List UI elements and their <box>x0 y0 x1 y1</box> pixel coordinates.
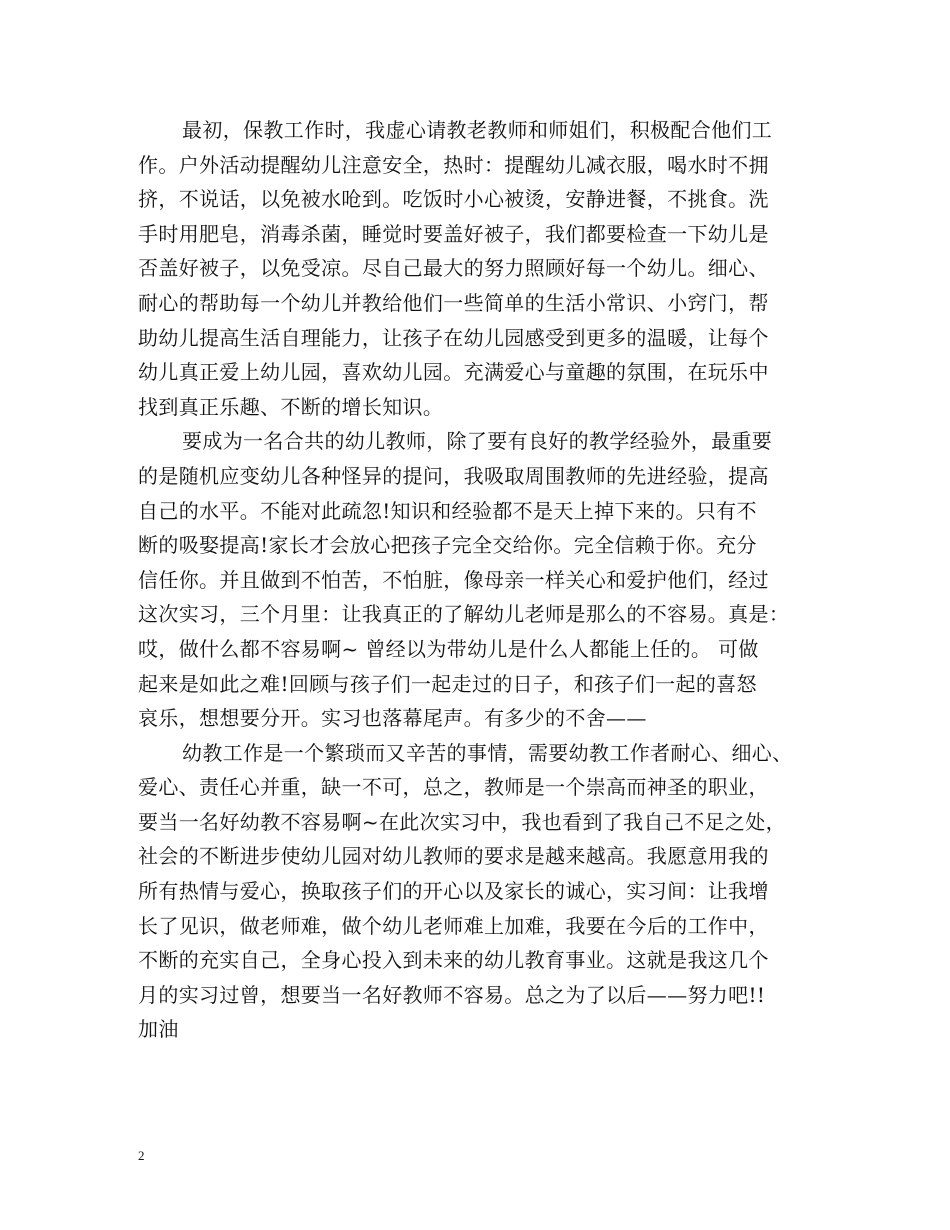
paragraph-2-line-4: 断的吸娶提高!家长才会放心把孩子完全交给你。完全信赖于你。充分 <box>138 533 757 558</box>
paragraph-1-line-8: 幼儿真正爱上幼儿园，喜欢幼儿园。充满爱心与童趣的氛围，在玩乐中 <box>138 360 769 385</box>
paragraph-2-line-2: 的是随机应变幼儿各种怪异的提问，我吸取周围教师的先进经验，提高 <box>138 463 769 488</box>
paragraph-1-line-3: 挤，不说话，以免被水呛到。吃饭时小心被烫，安静进餐，不挑食。洗 <box>138 187 769 212</box>
paragraph-2-line-5: 信任你。并且做到不怕苦，不怕脏，像母亲一样关心和爱护他们，经过 <box>138 567 769 592</box>
paragraph-3-line-9: 加油 <box>138 1017 179 1042</box>
paragraph-2-line-8: 起来是如此之难!回顾与孩子们一起走过的日子，和孩子们一起的喜怒 <box>138 671 757 696</box>
paragraph-3-line-4: 社会的不断进步使幼儿园对幼儿教师的要求是越来越高。我愿意用我的 <box>138 844 769 869</box>
paragraph-1-line-9: 找到真正乐趣、不断的增长知识。 <box>138 394 444 419</box>
paragraph-1-line-1: 最初，保教工作时，我虚心请教老教师和师姐们，积极配合他们工 <box>182 118 773 142</box>
paragraph-3-line-8: 月的实习过曾，想要当一名好教师不容易。总之为了以后——努力吧!! <box>138 982 766 1007</box>
paragraph-3-line-2: 爱心、责任心并重，缺一不可，总之，教师是一个崇高而神圣的职业， <box>138 775 769 800</box>
paragraph-3-line-1: 幼教工作是一个繁琐而又辛苦的事情，需要幼教工作者耐心、细心、 <box>182 740 793 765</box>
paragraph-1-line-6: 耐心的帮助每一个幼儿并教给他们一些简单的生活小常识、小窍门，帮 <box>138 290 769 315</box>
body-text <box>138 113 828 1047</box>
paragraph-3-line-6: 长了见识，做老师难，做个幼儿老师难上加难，我要在今后的工作中， <box>138 913 769 938</box>
paragraph-2-line-7: 哎，做什么都不容易啊~ 曾经以为带幼儿是什么人都能上任的。 可做 <box>138 636 759 661</box>
page-number: 2 <box>138 1148 145 1163</box>
paragraph-3-line-5: 所有热情与爱心，换取孩子们的开心以及家长的诚心，实习间：让我增 <box>138 879 769 904</box>
paragraph-1-line-2: 作。户外活动提醒幼儿注意安全，热时：提醒幼儿减衣服，喝水时不拥 <box>138 152 769 177</box>
paragraph-2-line-9: 哀乐，想想要分开。实习也落幕尾声。有多少的不舍—— <box>138 706 647 731</box>
paragraph-2-line-6: 这次实习，三个月里：让我真正的了解幼儿老师是那么的不容易。真是： <box>138 602 790 627</box>
paragraph-1-line-5: 否盖好被子，以免受凉。尽自己最大的努力照顾好每一个幼儿。细心、 <box>138 256 769 281</box>
paragraph-3-line-7: 不断的充实自己，全身心投入到未来的幼儿教育事业。这就是我这几个 <box>138 948 769 973</box>
paragraph-1-line-7: 助幼儿提高生活自理能力，让孩子在幼儿园感受到更多的温暖，让每个 <box>138 325 769 350</box>
paragraph-2-line-3: 自己的水平。不能对此疏忽!知识和经验都不是天上掉下来的。只有不 <box>138 498 757 523</box>
paragraph-3-line-3: 要当一名好幼教不容易啊~在此次实习中，我也看到了我自己不足之处， <box>138 809 786 834</box>
paragraph-1-line-4: 手时用肥皂，消毒杀菌，睡觉时要盖好被子，我们都要检查一下幼儿是 <box>138 221 769 246</box>
paragraph-2-line-1: 要成为一名合共的幼儿教师，除了要有良好的教学经验外，最重要 <box>182 429 773 454</box>
